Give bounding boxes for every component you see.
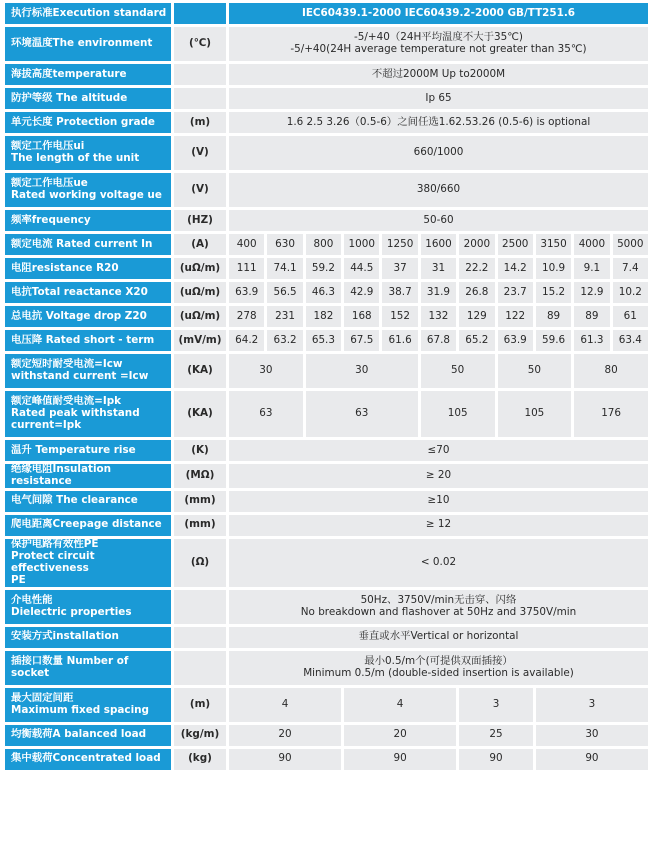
value-group-cell: 90 <box>459 749 533 770</box>
parameter-name-line: Rated working voltage ue <box>11 189 162 201</box>
parameter-name-line: 安装方式installation <box>11 630 119 643</box>
value-cell: 22.2 <box>459 258 494 279</box>
value-cell <box>229 590 648 624</box>
parameter-name-line: 额定电流 Rated current In <box>11 237 153 250</box>
unit-cell: (uΩ/m) <box>174 282 226 303</box>
parameter-name <box>5 749 171 770</box>
parameter-name-line: 爬电距离Creepage distance <box>11 518 162 531</box>
spec-row <box>5 539 648 587</box>
value-group-cell: 3 <box>459 688 533 722</box>
parameter-name-line: 集中载荷Concentrated load <box>11 752 161 765</box>
value-cell: 89 <box>536 306 571 327</box>
value-cell: 26.8 <box>459 282 494 303</box>
parameter-name <box>5 464 171 488</box>
parameter-name-line: 海拔高度temperature <box>11 67 127 80</box>
parameter-name-line: Maximum fixed spacing <box>11 703 149 716</box>
parameter-name-line: The length of the unit <box>11 152 140 164</box>
spec-row <box>5 391 648 437</box>
spec-row <box>5 440 648 461</box>
value-line: Minimum 0.5/m (double-sided insertion is available) <box>303 666 574 679</box>
spec-row <box>5 749 648 770</box>
value-cell: 61 <box>613 306 648 327</box>
parameter-name <box>5 354 171 388</box>
parameter-name-line: 单元长度 Protection grade <box>11 115 155 128</box>
value-cell: 50-60 <box>229 210 648 231</box>
value-cell: 1600 <box>421 234 456 255</box>
spec-table <box>2 0 651 773</box>
parameter-name-line: 最大固定间距 <box>11 691 74 704</box>
standard-value: IEC60439.1-2000 IEC60439.2-2000 GB/TT251.6 <box>229 3 648 24</box>
value-group-cell: 4 <box>229 688 341 722</box>
unit-cell: (KA) <box>174 391 226 437</box>
parameter-name <box>5 725 171 746</box>
value-cell: 111 <box>229 258 264 279</box>
value-cell: 65.2 <box>459 330 494 351</box>
value-cell: 800 <box>306 234 341 255</box>
parameter-name-line: Protect circuit effectiveness <box>11 549 95 574</box>
unit-cell: (V) <box>174 173 226 207</box>
unit-cell: (K) <box>174 440 226 461</box>
value-cell: 10.2 <box>613 282 648 303</box>
unit-cell <box>174 590 226 624</box>
value-cell: 3150 <box>536 234 571 255</box>
value-cell: ≥10 <box>229 491 648 512</box>
value-cell: 垂直或水平Vertical or horizontal <box>229 627 648 648</box>
value-cell: 10.9 <box>536 258 571 279</box>
value-cell: 630 <box>267 234 302 255</box>
value-cell: 278 <box>229 306 264 327</box>
value-cell: 660/1000 <box>229 136 648 170</box>
value-cell: 122 <box>498 306 533 327</box>
value-cell: 9.1 <box>574 258 609 279</box>
unit-cell: (mm) <box>174 515 226 536</box>
value-cell: 23.7 <box>498 282 533 303</box>
value-cell: 63.9 <box>498 330 533 351</box>
value-cell: 14.2 <box>498 258 533 279</box>
parameter-name <box>5 88 171 109</box>
spec-row <box>5 282 648 303</box>
parameter-name-line: Rated peak withstand <box>11 407 140 420</box>
parameter-name-line: Dielectric properties <box>11 605 132 618</box>
value-group-cell: 50 <box>421 354 495 388</box>
value-cell: Ip 65 <box>229 88 648 109</box>
parameter-name <box>5 258 171 279</box>
value-group-cell: 90 <box>536 749 648 770</box>
value-group-cell: 176 <box>574 391 648 437</box>
parameter-name <box>5 440 171 461</box>
value-cell: 64.2 <box>229 330 264 351</box>
unit-cell <box>174 627 226 648</box>
value-cell: 38.7 <box>382 282 417 303</box>
value-cell: 65.3 <box>306 330 341 351</box>
value-group-cell: 80 <box>574 354 648 388</box>
parameter-name <box>5 306 171 327</box>
value-cell: 67.5 <box>344 330 379 351</box>
value-cell: ≤70 <box>229 440 648 461</box>
parameter-name-line: 保护电路有效性PE <box>11 538 99 550</box>
spec-row <box>5 112 648 133</box>
value-group-cell: 105 <box>498 391 572 437</box>
spec-row <box>5 354 648 388</box>
value-cell: 37 <box>382 258 417 279</box>
parameter-name-line: 介电性能 <box>11 593 53 606</box>
spec-row <box>5 64 648 85</box>
spec-row <box>5 725 648 746</box>
parameter-name-line: 电气间隙 The clearance <box>11 494 138 507</box>
value-cell: 1.6 2.5 3.26（0.5-6）之间任选1.62.53.26 (0.5-6) is optional <box>229 112 648 133</box>
parameter-name-line: PE <box>11 573 26 586</box>
spec-row <box>5 27 648 61</box>
value-group-cell: 90 <box>344 749 456 770</box>
unit-cell: (m) <box>174 112 226 133</box>
value-cell: 400 <box>229 234 264 255</box>
value-cell: 59.6 <box>536 330 571 351</box>
parameter-name <box>5 515 171 536</box>
unit-cell: (℃) <box>174 27 226 61</box>
parameter-name-line: 插接口数量 Number of socket <box>11 654 129 679</box>
spec-row <box>5 330 648 351</box>
spec-row <box>5 464 648 488</box>
value-cell: 67.8 <box>421 330 456 351</box>
parameter-name <box>5 210 171 231</box>
unit-cell: (Ω) <box>174 539 226 587</box>
value-cell: 4000 <box>574 234 609 255</box>
value-group-cell: 30 <box>536 725 648 746</box>
value-cell: ≥ 20 <box>229 464 648 488</box>
unit-cell <box>174 651 226 685</box>
parameter-name <box>5 64 171 85</box>
value-cell: 152 <box>382 306 417 327</box>
parameter-name <box>5 330 171 351</box>
value-line: -5/+40(24H average temperature not greater than 35℃) <box>290 43 587 55</box>
value-group-cell: 50 <box>498 354 572 388</box>
spec-row <box>5 590 648 624</box>
parameter-name-line: 总电抗 Voltage drop Z20 <box>11 309 147 322</box>
value-group-cell: 25 <box>459 725 533 746</box>
value-cell: 74.1 <box>267 258 302 279</box>
value-cell: 380/660 <box>229 173 648 207</box>
spec-row <box>5 688 648 722</box>
spec-row <box>5 3 648 24</box>
parameter-name <box>5 3 171 24</box>
value-group-cell: 30 <box>306 354 418 388</box>
parameter-name <box>5 590 171 624</box>
spec-row <box>5 306 648 327</box>
value-group-cell: 63 <box>229 391 303 437</box>
value-cell: 31 <box>421 258 456 279</box>
unit-cell: (V) <box>174 136 226 170</box>
unit-cell: (m) <box>174 688 226 722</box>
unit-cell <box>174 64 226 85</box>
value-cell: 63.4 <box>613 330 648 351</box>
value-cell: 15.2 <box>536 282 571 303</box>
unit-cell: (KA) <box>174 354 226 388</box>
value-group-cell: 105 <box>421 391 495 437</box>
unit-cell: (kg/m) <box>174 725 226 746</box>
parameter-name-line: 额定工作电压ue <box>11 177 88 190</box>
spec-row <box>5 234 648 255</box>
value-cell: 56.5 <box>267 282 302 303</box>
parameter-name-line: 电阻resistance R20 <box>11 261 119 274</box>
parameter-name <box>5 688 171 722</box>
parameter-name <box>5 112 171 133</box>
unit-cell: (uΩ/m) <box>174 258 226 279</box>
parameter-name <box>5 491 171 512</box>
value-group-cell: 4 <box>344 688 456 722</box>
value-group-cell: 30 <box>229 354 303 388</box>
value-cell: 59.2 <box>306 258 341 279</box>
value-cell: 2500 <box>498 234 533 255</box>
parameter-name-line: 额定工作电压ui <box>11 140 85 153</box>
parameter-name <box>5 539 171 587</box>
spec-table-body <box>5 3 648 770</box>
value-cell: 12.9 <box>574 282 609 303</box>
value-cell: 42.9 <box>344 282 379 303</box>
value-cell: 132 <box>421 306 456 327</box>
unit-cell: (mV/m) <box>174 330 226 351</box>
parameter-name-line: current=Ipk <box>11 418 82 431</box>
parameter-name <box>5 391 171 437</box>
value-cell: 31.9 <box>421 282 456 303</box>
parameter-name-line: 绝缘电阻Insulation resistance <box>11 464 112 487</box>
parameter-name-line: 环境温度The environment <box>11 37 153 50</box>
value-line: No breakdown and flashover at 50Hz and 3750V/min <box>300 605 577 618</box>
value-cell: 182 <box>306 306 341 327</box>
parameter-name <box>5 234 171 255</box>
value-cell: 168 <box>344 306 379 327</box>
value-cell: 2000 <box>459 234 494 255</box>
value-cell: 61.3 <box>574 330 609 351</box>
spec-row <box>5 210 648 231</box>
value-cell: ≥ 12 <box>229 515 648 536</box>
value-line: 50Hz、3750V/min无击穿、闪络 <box>360 593 517 606</box>
unit-cell: (HZ) <box>174 210 226 231</box>
parameter-name-line: 额定短时耐受电流=Icw <box>11 358 123 371</box>
value-group-cell: 63 <box>306 391 418 437</box>
parameter-name <box>5 627 171 648</box>
value-cell: 63.9 <box>229 282 264 303</box>
value-cell: 5000 <box>613 234 648 255</box>
value-cell: 46.3 <box>306 282 341 303</box>
parameter-name <box>5 282 171 303</box>
value-group-cell: 90 <box>229 749 341 770</box>
unit-cell: (uΩ/m) <box>174 306 226 327</box>
parameter-name <box>5 27 171 61</box>
parameter-name-line: 执行标准Execution standard <box>11 6 167 19</box>
unit-cell: (MΩ) <box>174 464 226 488</box>
spec-row <box>5 627 648 648</box>
parameter-name-line: 额定峰值耐受电流=Ipk <box>11 395 122 408</box>
parameter-name <box>5 173 171 207</box>
spec-row <box>5 136 648 170</box>
value-line: 最小0.5/m个(可提供双面插接） <box>364 654 513 667</box>
value-cell <box>229 651 648 685</box>
parameter-name-line: 均衡载荷A balanced load <box>11 728 147 741</box>
value-group-cell: 3 <box>536 688 648 722</box>
parameter-name-line: 温升 Temperature rise <box>11 443 136 456</box>
spec-row <box>5 258 648 279</box>
value-cell <box>229 27 648 61</box>
value-cell: < 0.02 <box>229 539 648 587</box>
parameter-name-line: 频率frequency <box>11 213 91 226</box>
unit-cell: (mm) <box>174 491 226 512</box>
parameter-name <box>5 136 171 170</box>
value-cell: 61.6 <box>382 330 417 351</box>
spec-row <box>5 515 648 536</box>
spec-row <box>5 491 648 512</box>
value-cell: 1250 <box>382 234 417 255</box>
parameter-name-line: withstand current =Icw <box>11 370 149 382</box>
value-line: -5/+40（24H平均温度不大于35℃) <box>354 31 523 44</box>
value-cell: 1000 <box>344 234 379 255</box>
value-cell: 不超过2000M Up to2000M <box>229 64 648 85</box>
value-group-cell: 20 <box>344 725 456 746</box>
unit-cell: (A) <box>174 234 226 255</box>
parameter-name-line: 防护等级 The altitude <box>11 91 128 104</box>
value-cell: 44.5 <box>344 258 379 279</box>
value-group-cell: 20 <box>229 725 341 746</box>
unit-cell: (kg) <box>174 749 226 770</box>
spec-row <box>5 88 648 109</box>
value-cell: 129 <box>459 306 494 327</box>
parameter-name <box>5 651 171 685</box>
spec-row <box>5 651 648 685</box>
unit-cell <box>174 3 226 24</box>
value-cell: 63.2 <box>267 330 302 351</box>
parameter-name-line: 电抗Total reactance X20 <box>11 285 148 298</box>
spec-row <box>5 173 648 207</box>
value-cell: 231 <box>267 306 302 327</box>
parameter-name-line: 电压降 Rated short - term <box>11 333 155 346</box>
value-cell: 89 <box>574 306 609 327</box>
unit-cell <box>174 88 226 109</box>
value-cell: 7.4 <box>613 258 648 279</box>
